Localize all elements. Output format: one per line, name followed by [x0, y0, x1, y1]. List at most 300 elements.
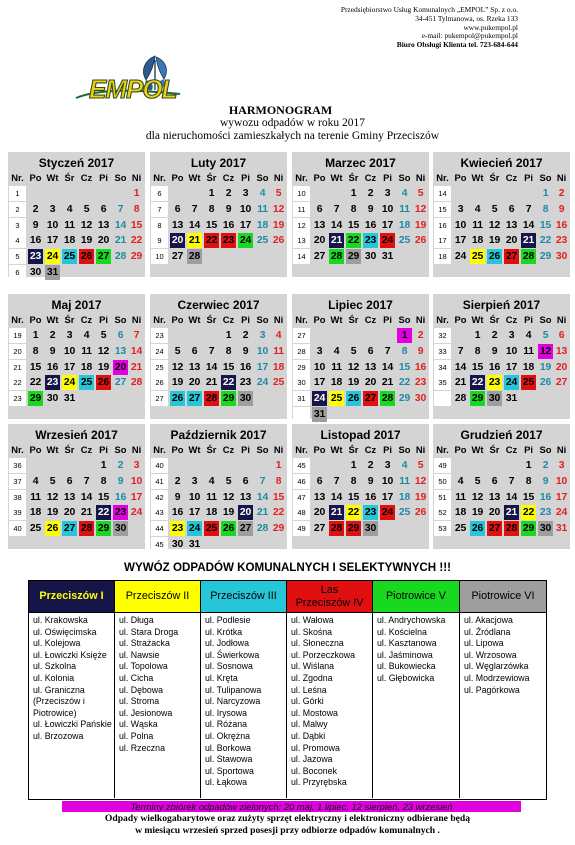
month-8	[433, 294, 570, 419]
calendar-day: 5	[491, 203, 498, 215]
pickup-day: 24	[505, 377, 518, 389]
calendar-day: 18	[454, 507, 467, 519]
street-name: ul. Malwy	[291, 719, 328, 730]
calendar-day: 3	[259, 330, 266, 341]
week-number: 39	[9, 505, 26, 520]
pickup-day: 23	[364, 235, 377, 247]
calendar-day: 5	[417, 460, 424, 471]
weekday-header	[292, 313, 429, 327]
calendar-day: 19	[97, 361, 110, 373]
calendar-day: 21	[130, 361, 143, 373]
pickup-day: 21	[522, 235, 535, 247]
week-number: 50	[434, 474, 451, 489]
calendar-day: 11	[206, 491, 217, 503]
street-name: ul. Różana	[205, 719, 248, 730]
pickup-day: 24	[313, 393, 326, 405]
week-number: 49	[293, 521, 310, 536]
calendar-day: 16	[114, 491, 127, 503]
calendar-day: 17	[63, 361, 76, 373]
calendar-day: 13	[63, 491, 76, 503]
weekday-label: Cz	[222, 172, 235, 183]
calendar-day: 13	[171, 219, 184, 231]
weekday-label: Cz	[505, 444, 518, 455]
street-name: ul. Wiślana	[291, 661, 335, 672]
weekday-label: So	[114, 172, 127, 183]
week-number: 35	[434, 375, 451, 390]
calendar-day: 9	[417, 345, 424, 357]
pickup-day: 30	[114, 523, 127, 535]
calendar-day: 8	[474, 345, 481, 357]
pickup-day: 27	[97, 251, 110, 263]
street-name: ul. Podlesie	[205, 615, 251, 625]
calendar-day: 11	[257, 203, 268, 215]
calendar-day: 4	[457, 475, 464, 487]
calendar-day: 13	[97, 219, 110, 231]
calendar-day: 5	[83, 203, 90, 215]
calendar-day: 19	[272, 219, 285, 231]
pickup-day: 27	[63, 523, 76, 535]
weekday-label: So	[539, 314, 552, 325]
street-name: ul. Kolejowa	[33, 638, 81, 649]
pickup-day: 28	[205, 393, 218, 405]
calendar-day: 5	[474, 475, 481, 487]
calendar-day: 26	[272, 235, 285, 247]
street-name: ul. Jaśminowa	[377, 649, 433, 660]
calendar-day: 7	[208, 345, 215, 357]
company-name: Przedsiębiorstwo Usług Komunalnych „EMPOL” Sp. z o.o.	[340, 5, 518, 14]
street-name: ul. Kręta	[205, 672, 238, 683]
month-title: Styczeń 2017	[38, 156, 115, 170]
calendar-day: 2	[242, 330, 249, 341]
street-name: Piotrowice)	[33, 707, 77, 718]
pickup-day: 26	[171, 393, 184, 405]
weekday-header	[150, 171, 287, 185]
zone-name: Przeciszów III	[210, 590, 277, 602]
week-number	[434, 391, 451, 406]
calendar-day: 14	[505, 491, 518, 503]
week-number: 42	[151, 490, 168, 505]
calendar-day: 27	[313, 251, 326, 263]
pickup-day: 29	[347, 251, 360, 263]
calendar-day: 9	[558, 203, 565, 215]
street-name: ul. Wąska	[119, 719, 158, 730]
pickup-day: 28	[522, 251, 535, 263]
month-10	[150, 424, 287, 549]
month-11	[292, 424, 429, 549]
month-title: Marzec 2017	[325, 156, 396, 170]
weekday-label: So	[539, 444, 552, 455]
calendar-day: 22	[29, 377, 42, 389]
calendar-day: 6	[117, 330, 124, 341]
week-number: 38	[9, 490, 26, 505]
calendar-day: 8	[350, 475, 357, 487]
calendar-day: 16	[488, 361, 501, 373]
calendar-day: 4	[32, 475, 39, 487]
calendar-day: 16	[239, 361, 252, 373]
calendar-day: 15	[130, 219, 143, 231]
weekday-header	[8, 313, 145, 327]
calendar-day: 3	[191, 475, 198, 487]
weekday-label: So	[114, 444, 127, 455]
calendar-day: 31	[63, 393, 76, 405]
calendar-day: 10	[381, 475, 394, 487]
weekday-label: Wt	[330, 172, 343, 183]
calendar-day: 3	[66, 330, 73, 341]
weekday-label: Pi	[383, 314, 392, 325]
calendar-day: 18	[398, 219, 411, 231]
calendar-day: 21	[256, 507, 269, 519]
calendar-day: 3	[133, 460, 140, 471]
calendar-day: 8	[100, 475, 107, 487]
week-number: 34	[434, 360, 451, 375]
calendar-day: 1	[275, 460, 282, 471]
calendar-day: 31	[505, 393, 518, 405]
calendar-day: 14	[522, 219, 535, 231]
week-number: 21	[9, 360, 26, 375]
street-name: ul. Źródlana	[464, 626, 511, 637]
street-name: ul. Jazowa	[291, 754, 333, 765]
zone-streets-5	[373, 612, 460, 798]
street-name: ul. Topolowa	[119, 661, 168, 672]
calendar-day: 15	[347, 491, 360, 503]
street-name: ul. Krótka	[205, 626, 243, 637]
calendar-day: 17	[256, 361, 269, 373]
weekday-label: So	[256, 314, 269, 325]
calendar-day: 2	[558, 188, 565, 199]
calendar-day: 4	[401, 188, 408, 199]
calendar-day: 6	[66, 475, 73, 487]
calendar-day: 1	[133, 188, 140, 199]
calendar-day: 25	[29, 523, 42, 535]
calendar-day: 17	[555, 491, 568, 503]
week-number: 19	[9, 328, 26, 343]
calendar-day: 14	[330, 219, 343, 231]
weekday-label: Po	[454, 314, 467, 325]
calendar-day: 22	[130, 235, 143, 247]
calendar-day: 12	[80, 219, 93, 231]
street-name: ul. Wałowa	[291, 615, 334, 625]
month-title: Luty 2017	[190, 156, 247, 170]
calendar-day: 2	[542, 460, 549, 471]
zone-header-4	[287, 581, 373, 612]
street-name: ul. Promowa	[291, 742, 340, 753]
zone-header-2	[115, 581, 201, 612]
zone-name: Piotrowice VI	[471, 590, 535, 602]
weekday-label: Nr.	[436, 314, 449, 325]
street-name: ul. Strażacka	[119, 638, 170, 649]
weekday-label: Śr	[489, 172, 500, 183]
weekday-label: Cz	[364, 172, 377, 183]
calendar-day: 7	[117, 203, 124, 215]
weekday-label: Śr	[64, 444, 75, 455]
week-number: 11	[293, 202, 310, 217]
calendar-day: 31	[555, 523, 568, 535]
pickup-day: 25	[522, 377, 535, 389]
week-number: 8	[151, 218, 168, 233]
pickup-day: 22	[222, 377, 235, 389]
street-name: ul. Okrężna	[205, 730, 250, 741]
calendar-day: 10	[381, 203, 394, 215]
calendar-day: 17	[505, 361, 518, 373]
week-number: 51	[434, 490, 451, 505]
calendar-day: 2	[49, 330, 56, 341]
month-title: Grudzień 2017	[460, 428, 543, 442]
calendar-day: 14	[188, 219, 201, 231]
calendar-day: 2	[225, 188, 232, 199]
pickup-day: 20	[114, 361, 127, 373]
weekday-label: Ni	[556, 314, 567, 325]
calendar-day: 16	[364, 491, 377, 503]
page-subtitle: wywozu odpadów w roku 2017	[219, 117, 365, 129]
calendar-day: 14	[80, 491, 93, 503]
street-name: ul. Kolonia	[33, 672, 75, 683]
calendar-day: 3	[384, 188, 391, 199]
calendar-day: 19	[414, 491, 427, 503]
calendar-day: 7	[333, 203, 340, 215]
weekday-label: Ni	[131, 444, 142, 455]
street-name: ul. Kasztanowa	[377, 638, 437, 649]
calendar-day: 25	[272, 377, 285, 389]
calendar-day: 18	[471, 235, 484, 247]
month-title: Czerwiec 2017	[177, 298, 260, 312]
pickup-day: 27	[488, 523, 501, 535]
calendar-day: 29	[398, 393, 411, 405]
calendar-day: 10	[130, 475, 143, 487]
calendar-day: 12	[272, 203, 285, 215]
weekday-label: Po	[313, 444, 326, 455]
pickup-day: 22	[97, 507, 110, 519]
month-title: Kwiecień 2017	[460, 156, 543, 170]
weekday-label: Pi	[524, 444, 533, 455]
week-number: 1	[9, 186, 26, 201]
week-number: 44	[151, 521, 168, 536]
calendar-day: 6	[316, 475, 323, 487]
weekday-label: Po	[171, 444, 184, 455]
company-address: 34-451 Tylmanowa, os. Rzeka 133	[415, 13, 518, 23]
weekday-label: Wt	[188, 172, 201, 183]
weekday-label: So	[398, 444, 411, 455]
calendar-day: 20	[488, 507, 501, 519]
calendar-day: 15	[222, 361, 235, 373]
waste-table	[28, 580, 547, 800]
week-number	[293, 407, 310, 422]
pickup-day: 12	[539, 345, 552, 357]
weekday-label: Po	[313, 172, 326, 183]
pickup-day: 24	[381, 507, 394, 519]
week-number: 14	[434, 186, 451, 201]
calendar-day: 24	[454, 251, 467, 263]
calendar-day: 12	[347, 361, 360, 373]
calendar-day: 11	[523, 345, 534, 357]
calendar-day: 10	[313, 361, 326, 373]
week-number: 48	[293, 505, 310, 520]
calendar-day: 1	[225, 330, 232, 341]
pickup-day: 26	[488, 251, 501, 263]
calendar-day: 24	[256, 377, 269, 389]
street-name: ul. Narcyzowa	[205, 696, 261, 707]
week-number: 46	[293, 474, 310, 489]
calendar-day: 7	[191, 203, 198, 215]
calendar-day: 30	[46, 393, 59, 405]
pickup-day: 26	[222, 523, 235, 535]
weekday-label: Nr.	[436, 172, 449, 183]
calendar-day: 2	[491, 330, 498, 341]
calendar-day: 27	[313, 523, 326, 535]
calendar-day: 9	[32, 219, 39, 231]
pickup-day: 31	[46, 267, 59, 278]
weekday-label: Ni	[273, 444, 284, 455]
street-name: ul. Rzeczna	[119, 742, 165, 753]
calendar-day: 1	[542, 188, 549, 199]
weekday-label: Nr.	[153, 444, 166, 455]
calendar-day: 14	[205, 361, 218, 373]
week-number: 41	[151, 474, 168, 489]
pickup-day: 24	[239, 235, 252, 247]
zone-name: Przeciszów II	[125, 590, 190, 602]
calendar-day: 16	[364, 219, 377, 231]
pickup-day: 22	[347, 235, 360, 247]
calendar-day: 5	[417, 188, 424, 199]
calendar-day: 2	[117, 460, 124, 471]
calendar-day: 18	[330, 377, 343, 389]
calendar-day: 11	[81, 345, 92, 357]
street-name: ul. Andrychowska	[377, 615, 446, 625]
pickup-day: 24	[46, 251, 59, 263]
pickup-day: 23	[29, 251, 42, 263]
calendar-day: 9	[242, 345, 249, 357]
week-number: 16	[434, 218, 451, 233]
month-1	[8, 152, 145, 277]
weekday-label: Nr.	[153, 314, 166, 325]
pickup-day: 27	[188, 393, 201, 405]
calendar-day: 12	[46, 491, 59, 503]
calendar-day: 21	[80, 507, 93, 519]
calendar-day: 11	[472, 219, 483, 231]
pickup-day: 24	[381, 235, 394, 247]
calendar-day: 23	[239, 377, 252, 389]
week-number: 22	[9, 375, 26, 390]
calendar-day: 8	[32, 345, 39, 357]
weekday-label: Wt	[46, 314, 59, 325]
calendar-day: 25	[398, 507, 411, 519]
pickup-day: 30	[539, 523, 552, 535]
street-name: ul. Leśna	[291, 684, 327, 695]
weekday-label: Ni	[131, 314, 142, 325]
week-number: 23	[151, 328, 168, 343]
calendar-day: 7	[259, 475, 266, 487]
calendar-day: 19	[539, 361, 552, 373]
pickup-day: 23	[46, 377, 59, 389]
pickup-day: 30	[488, 393, 501, 405]
calendar-day: 15	[471, 361, 484, 373]
weekday-label: Wt	[46, 444, 59, 455]
street-name: ul. Łowiczki Księże	[33, 649, 107, 660]
calendar-day: 19	[80, 235, 93, 247]
weekday-label: Po	[171, 314, 184, 325]
weekday-label: Cz	[80, 444, 93, 455]
calendar-day: 12	[222, 491, 235, 503]
street-name: ul. Przyrębska	[291, 777, 347, 788]
pickup-day: 23	[222, 235, 235, 247]
calendar-day: 2	[417, 330, 424, 341]
company-info	[258, 6, 518, 50]
pickup-day: 23	[488, 377, 501, 389]
week-number: 6	[9, 265, 26, 280]
calendar-day: 30	[414, 393, 427, 405]
calendar-day: 12	[171, 361, 184, 373]
calendar-day: 18	[522, 361, 535, 373]
pickup-day: 26	[471, 523, 484, 535]
pickup-day: 28	[381, 393, 394, 405]
page-title: HARMONOGRAM	[228, 103, 333, 117]
company-email: e-mail: pukempol@pukempol.pl	[421, 31, 518, 41]
calendar-day: 11	[399, 475, 410, 487]
calendar-day: 5	[225, 475, 232, 487]
calendar-day: 17	[454, 235, 467, 247]
calendar-day: 18	[256, 219, 269, 231]
pickup-day: 29	[347, 523, 360, 535]
calendar-day: 9	[225, 203, 232, 215]
weekday-label: Śr	[206, 314, 217, 325]
calendar-day: 16	[414, 361, 427, 373]
calendar-day: 11	[455, 491, 466, 503]
calendar-day: 17	[381, 491, 394, 503]
calendar-day: 20	[313, 507, 326, 519]
week-number: 9	[151, 233, 168, 248]
weekday-label: Ni	[556, 172, 567, 183]
week-number: 2	[9, 202, 26, 217]
weekday-label: Ni	[415, 172, 426, 183]
calendar-day: 22	[539, 235, 552, 247]
calendar-day: 5	[275, 188, 282, 199]
weekday-label: Nr.	[295, 444, 308, 455]
street-name: ul. Łąkowa	[205, 777, 248, 788]
month-9	[8, 424, 145, 549]
calendar-day: 1	[100, 460, 107, 471]
street-name: ul. Polna	[119, 730, 154, 741]
calendar-day: 6	[508, 203, 515, 215]
calendar-day: 1	[474, 330, 481, 341]
week-number: 45	[151, 537, 168, 552]
street-name: ul. Modrzewiowa	[464, 672, 530, 683]
calendar-day: 11	[30, 491, 41, 503]
weekday-label: Wt	[188, 314, 201, 325]
week-number: 31	[293, 391, 310, 406]
weekday-header	[433, 171, 570, 185]
calendar-day: 14	[330, 491, 343, 503]
street-name: ul. Stawowa	[205, 754, 253, 765]
calendar-day: 5	[542, 330, 549, 341]
weekday-label: Wt	[471, 172, 484, 183]
street-name: ul. Porzeczkowa	[291, 649, 356, 660]
calendar-day: 8	[525, 475, 532, 487]
pickup-day: 22	[205, 235, 218, 247]
weekday-label: Śr	[348, 444, 359, 455]
calendar-day: 3	[316, 345, 323, 357]
zone-header-1	[29, 581, 115, 612]
calendar-day: 16	[29, 235, 42, 247]
weekday-label: Po	[454, 172, 467, 183]
calendar-day: 19	[171, 377, 184, 389]
calendar-day: 24	[555, 507, 568, 519]
street-name: ul. Słoneczna	[291, 638, 344, 649]
pickup-day: 30	[364, 523, 377, 535]
pickup-day: 29	[471, 393, 484, 405]
pickup-day: 20	[171, 235, 184, 247]
week-number: 3	[9, 218, 26, 233]
calendar-day: 23	[555, 235, 568, 247]
weekday-label: Po	[29, 172, 42, 183]
